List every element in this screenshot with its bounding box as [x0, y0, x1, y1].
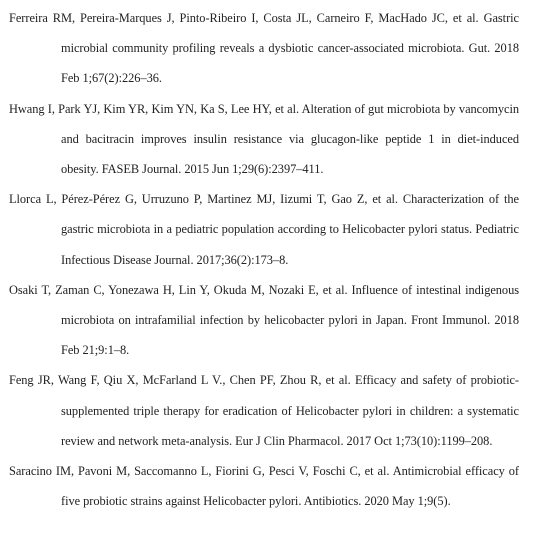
reference-entry: Osaki T, Zaman C, Yonezawa H, Lin Y, Okuda M, Nozaki E, et al. Influence of intestinal indigenous microbiota on intrafamilial infection by helicobacter pylori in Japan. Front Immunol. 2018 Feb 21;9:1–8.: [9, 282, 519, 358]
reference-entry: Hwang I, Park YJ, Kim YR, Kim YN, Ka S, Lee HY, et al. Alteration of gut microbiota by vancomycin and bacitracin improves insulin resistance via glucagon-like peptide 1 in diet-induced obesity. FASEB Journal. 2015 Jun 1;29(6):2397–411.: [9, 101, 519, 177]
reference-entry: Ferreira RM, Pereira-Marques J, Pinto-Ribeiro I, Costa JL, Carneiro F, MacHado JC, et al. Gastric microbial community profiling reveals a dysbiotic cancer-associated microbiota. Gut. 2018 Feb 1;67(2):226–36.: [9, 11, 519, 86]
reference-entry: Llorca L, Pérez-Pérez G, Urruzuno P, Martinez MJ, Iizumi T, Gao Z, et al. Characterization of the gastric microbiota in a pediatric population according to Helicobacter pylori status. Pediatric Infectious Disease Journal. 2017;36(2):173–8.: [9, 192, 519, 267]
reference-entry: Feng JR, Wang F, Qiu X, McFarland L V., Chen PF, Zhou R, et al. Efficacy and safety of probiotic-supplemented triple therapy for eradication of Helicobacter pylori in children: a systematic review and network meta-analysis. Eur J Clin Pharmacol. 2017 Oct 1;73(10):1199–208.: [9, 373, 519, 448]
reference-list: [9, 3, 519, 516]
reference-entry: Saracino IM, Pavoni M, Saccomanno L, Fiorini G, Pesci V, Foschi C, et al. Antimicrobial efficacy of five probiotic strains against Helicobacter pylori. Antibiotics. 2020 May 1;9(5).: [9, 464, 519, 509]
